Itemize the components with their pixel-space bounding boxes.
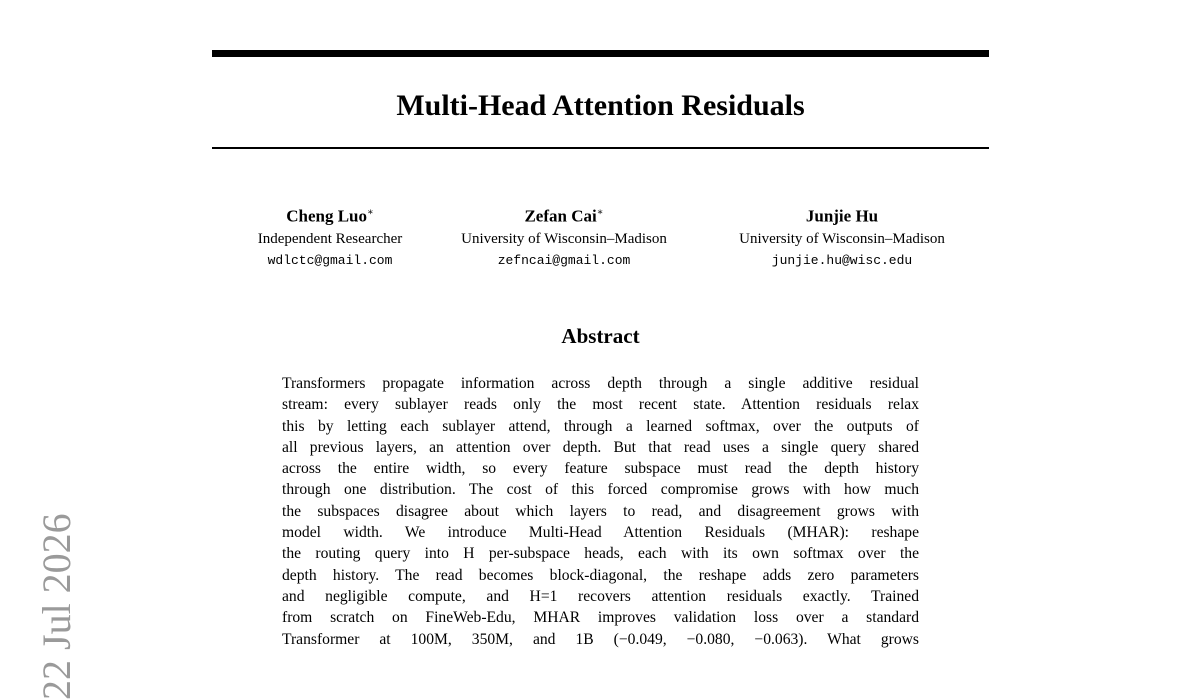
- abstract-line: Transformer at 100M, 350M, and 1B (−0.049, −0.080, −0.063). What grows: [282, 630, 919, 648]
- top-rule: [212, 50, 989, 57]
- abstract-line: stream: every sublayer reads only the most recent state. Attention residuals relax: [282, 396, 919, 414]
- author-email[interactable]: zefncai@gmail.com: [497, 252, 631, 268]
- author-email[interactable]: junjie.hu@wisc.edu: [771, 252, 913, 268]
- author-block: [258, 202, 403, 272]
- abstract-line: Transformers propagate information across depth through a single additive residual: [282, 375, 919, 392]
- author-affiliation: Independent Researcher: [257, 230, 403, 247]
- abstract-line: the subspaces disagree about which layers to read, and disagreement grows with: [282, 502, 919, 520]
- abstract-body: [282, 373, 919, 650]
- author-name: Zefan Cai∗: [524, 206, 604, 226]
- abstract-line: across the entire width, so every feature subspace must read the depth history: [282, 460, 919, 478]
- author-name: Cheng Luo∗: [286, 206, 374, 226]
- abstract-line: and negligible compute, and H=1 recovers attention residuals exactly. Trained: [282, 587, 919, 605]
- author-block: [739, 202, 945, 272]
- abstract-line: all previous layers, an attention over depth. But that read uses a single query shared: [282, 438, 919, 456]
- abstract-heading: Abstract: [561, 324, 640, 348]
- abstract-line: through one distribution. The cost of this forced compromise grows with how much: [282, 481, 919, 499]
- abstract-line: depth history. The read becomes block-diagonal, the reshape adds zero parameters: [282, 566, 919, 584]
- arxiv-date-stamp: 22 Jul 2026: [34, 513, 79, 700]
- author-name: Junjie Hu: [805, 206, 879, 226]
- title-rule: [212, 147, 989, 149]
- abstract-line: the routing query into H per-subspace heads, each with its own softmax over the: [282, 545, 919, 563]
- abstract-line: from scratch on FineWeb-Edu, MHAR improves validation loss over a standard: [282, 609, 919, 627]
- abstract-line: this by letting each sublayer attend, through a learned softmax, over the outputs of: [282, 417, 919, 435]
- author-affiliation: University of Wisconsin–Madison: [461, 230, 667, 247]
- author-affiliation: University of Wisconsin–Madison: [739, 230, 945, 247]
- paper-title: Multi-Head Attention Residuals: [396, 89, 805, 122]
- author-block: [461, 202, 667, 272]
- abstract-line: model width. We introduce Multi-Head Attention Residuals (MHAR): reshape: [282, 524, 919, 542]
- author-email[interactable]: wdlctc@gmail.com: [267, 252, 393, 268]
